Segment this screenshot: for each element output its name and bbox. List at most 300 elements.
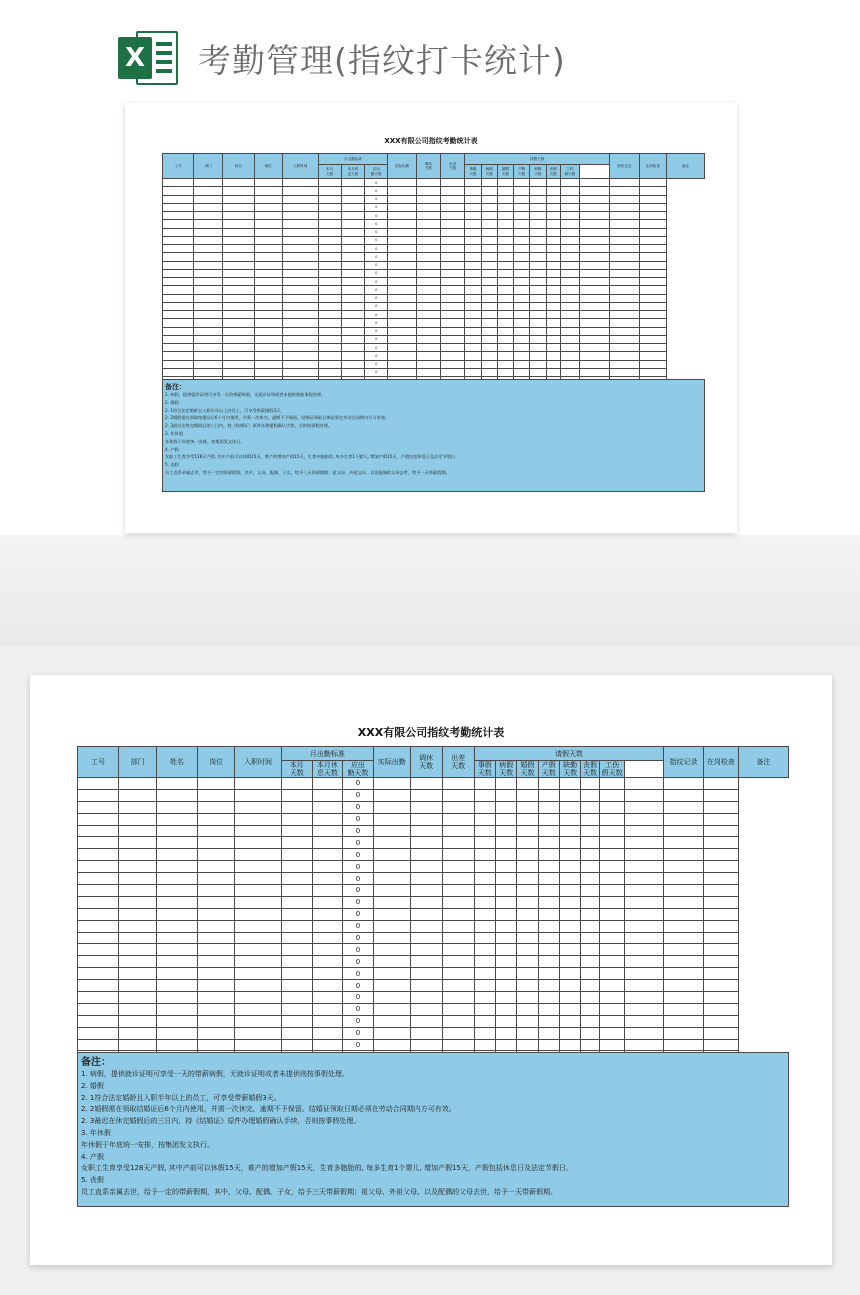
table-cell[interactable] [410,778,442,790]
table-cell[interactable] [156,920,197,932]
table-cell[interactable] [318,302,341,310]
table-cell[interactable] [388,294,416,302]
table-cell[interactable] [156,813,197,825]
due-days-cell[interactable]: 0 [365,302,388,310]
table-cell[interactable] [703,789,739,801]
table-cell[interactable] [312,980,343,992]
table-cell[interactable] [318,269,341,277]
table-cell[interactable] [312,801,343,813]
table-cell[interactable] [517,801,538,813]
table-cell[interactable] [609,212,639,220]
table-cell[interactable] [580,179,610,187]
table-cell[interactable] [517,873,538,885]
table-cell[interactable] [517,849,538,861]
table-cell[interactable] [625,944,664,956]
table-cell[interactable] [440,245,464,253]
table-cell[interactable] [495,825,516,837]
table-cell[interactable] [282,344,318,352]
table-cell[interactable] [282,920,313,932]
table-cell[interactable] [373,885,410,897]
table-cell[interactable] [559,1027,580,1039]
table-cell[interactable] [474,992,495,1004]
table-cell[interactable] [560,302,580,310]
table-cell[interactable] [440,228,464,236]
table-cell[interactable] [664,932,703,944]
table-cell[interactable] [156,873,197,885]
due-days-cell[interactable]: 0 [365,220,388,228]
table-cell[interactable] [198,968,235,980]
table-cell[interactable] [465,335,481,343]
table-cell[interactable] [223,269,254,277]
table-cell[interactable] [440,319,464,327]
table-cell[interactable] [481,360,497,368]
table-cell[interactable] [156,956,197,968]
table-cell[interactable] [416,327,440,335]
table-cell[interactable] [235,837,282,849]
table-cell[interactable] [235,825,282,837]
table-cell[interactable] [530,212,546,220]
table-cell[interactable] [78,849,119,861]
table-cell[interactable] [703,861,739,873]
table-cell[interactable] [312,908,343,920]
table-cell[interactable] [442,968,474,980]
table-cell[interactable] [318,360,341,368]
table-cell[interactable] [580,228,610,236]
table-cell[interactable] [639,236,666,244]
table-cell[interactable] [235,801,282,813]
table-cell[interactable] [530,179,546,187]
table-cell[interactable] [198,885,235,897]
table-cell[interactable] [514,195,530,203]
table-cell[interactable] [410,920,442,932]
table-cell[interactable] [703,920,739,932]
table-cell[interactable] [119,1015,157,1027]
table-cell[interactable] [530,269,546,277]
table-cell[interactable] [599,825,625,837]
table-cell[interactable] [625,932,664,944]
table-cell[interactable] [538,861,559,873]
table-cell[interactable] [538,968,559,980]
table-cell[interactable] [442,849,474,861]
table-cell[interactable] [410,849,442,861]
table-cell[interactable] [410,980,442,992]
table-cell[interactable] [78,920,119,932]
table-cell[interactable] [318,203,341,211]
table-cell[interactable] [78,932,119,944]
table-cell[interactable] [703,944,739,956]
table-cell[interactable] [497,311,513,319]
table-cell[interactable] [514,286,530,294]
table-cell[interactable] [514,228,530,236]
table-cell[interactable] [416,261,440,269]
table-cell[interactable] [156,944,197,956]
table-cell[interactable] [282,319,318,327]
table-cell[interactable] [198,1015,235,1027]
table-cell[interactable] [341,294,364,302]
table-cell[interactable] [373,968,410,980]
table-cell[interactable] [481,195,497,203]
table-cell[interactable] [581,992,599,1004]
table-cell[interactable] [235,1015,282,1027]
table-cell[interactable] [223,179,254,187]
table-cell[interactable] [156,849,197,861]
table-cell[interactable] [546,261,560,269]
table-cell[interactable] [560,187,580,195]
table-cell[interactable] [373,920,410,932]
table-cell[interactable] [163,302,194,310]
table-cell[interactable] [481,311,497,319]
table-cell[interactable] [254,228,282,236]
table-cell[interactable] [442,944,474,956]
table-cell[interactable] [282,311,318,319]
table-cell[interactable] [282,286,318,294]
table-cell[interactable] [530,278,546,286]
table-cell[interactable] [194,212,223,220]
table-cell[interactable] [546,335,560,343]
table-cell[interactable] [664,908,703,920]
table-cell[interactable] [373,837,410,849]
table-cell[interactable] [514,352,530,360]
table-cell[interactable] [254,368,282,376]
table-cell[interactable] [625,1027,664,1039]
table-cell[interactable] [514,220,530,228]
table-cell[interactable] [78,956,119,968]
table-cell[interactable] [530,220,546,228]
table-cell[interactable] [599,920,625,932]
table-cell[interactable] [639,212,666,220]
table-cell[interactable] [163,286,194,294]
table-cell[interactable] [341,203,364,211]
table-cell[interactable] [546,228,560,236]
table-cell[interactable] [581,789,599,801]
table-cell[interactable] [546,245,560,253]
table-cell[interactable] [514,311,530,319]
table-cell[interactable] [119,1027,157,1039]
table-cell[interactable] [481,368,497,376]
table-cell[interactable] [639,278,666,286]
table-cell[interactable] [703,837,739,849]
due-days-cell[interactable]: 0 [343,1027,374,1039]
table-cell[interactable] [341,352,364,360]
table-cell[interactable] [546,319,560,327]
table-cell[interactable] [373,873,410,885]
table-cell[interactable] [664,1003,703,1015]
table-cell[interactable] [235,778,282,790]
table-cell[interactable] [625,873,664,885]
table-cell[interactable] [254,187,282,195]
table-cell[interactable] [609,236,639,244]
table-cell[interactable] [514,319,530,327]
table-cell[interactable] [514,294,530,302]
table-cell[interactable] [497,220,513,228]
table-cell[interactable] [559,825,580,837]
table-cell[interactable] [560,286,580,294]
table-cell[interactable] [599,789,625,801]
table-cell[interactable] [599,896,625,908]
table-cell[interactable] [481,269,497,277]
table-cell[interactable] [465,327,481,335]
table-cell[interactable] [664,968,703,980]
table-cell[interactable] [481,187,497,195]
table-cell[interactable] [599,837,625,849]
due-days-cell[interactable]: 0 [365,228,388,236]
table-cell[interactable] [388,253,416,261]
table-cell[interactable] [546,311,560,319]
table-cell[interactable] [481,319,497,327]
table-cell[interactable] [664,849,703,861]
table-cell[interactable] [664,956,703,968]
table-cell[interactable] [599,778,625,790]
table-cell[interactable] [625,896,664,908]
table-cell[interactable] [194,311,223,319]
table-cell[interactable] [609,327,639,335]
table-cell[interactable] [530,319,546,327]
table-cell[interactable] [373,1015,410,1027]
table-cell[interactable] [440,286,464,294]
table-cell[interactable] [639,179,666,187]
table-cell[interactable] [282,368,318,376]
table-cell[interactable] [78,908,119,920]
table-cell[interactable] [639,360,666,368]
table-cell[interactable] [388,335,416,343]
table-cell[interactable] [474,849,495,861]
table-cell[interactable] [194,236,223,244]
table-cell[interactable] [163,203,194,211]
table-cell[interactable] [440,368,464,376]
table-cell[interactable] [282,825,313,837]
table-cell[interactable] [609,278,639,286]
table-cell[interactable] [599,849,625,861]
table-cell[interactable] [580,269,610,277]
table-cell[interactable] [481,344,497,352]
table-cell[interactable] [609,352,639,360]
table-cell[interactable] [254,319,282,327]
table-cell[interactable] [560,352,580,360]
table-cell[interactable] [373,778,410,790]
table-cell[interactable] [481,327,497,335]
table-cell[interactable] [388,311,416,319]
table-cell[interactable] [442,813,474,825]
table-cell[interactable] [530,360,546,368]
table-cell[interactable] [341,302,364,310]
table-cell[interactable] [163,220,194,228]
table-cell[interactable] [198,1027,235,1039]
table-cell[interactable] [560,368,580,376]
table-cell[interactable] [497,269,513,277]
table-cell[interactable] [119,968,157,980]
table-cell[interactable] [581,813,599,825]
table-cell[interactable] [481,228,497,236]
table-cell[interactable] [546,360,560,368]
table-cell[interactable] [416,335,440,343]
table-cell[interactable] [388,269,416,277]
table-cell[interactable] [442,1027,474,1039]
table-cell[interactable] [373,789,410,801]
table-cell[interactable] [559,980,580,992]
table-cell[interactable] [156,1027,197,1039]
table-cell[interactable] [514,245,530,253]
table-cell[interactable] [474,837,495,849]
table-cell[interactable] [474,1039,495,1051]
due-days-cell[interactable]: 0 [365,327,388,335]
table-cell[interactable] [388,319,416,327]
table-cell[interactable] [341,220,364,228]
table-cell[interactable] [546,269,560,277]
due-days-cell[interactable]: 0 [365,352,388,360]
table-cell[interactable] [560,327,580,335]
table-cell[interactable] [119,778,157,790]
table-cell[interactable] [440,294,464,302]
table-cell[interactable] [282,179,318,187]
table-cell[interactable] [410,932,442,944]
table-cell[interactable] [546,253,560,261]
table-cell[interactable] [703,873,739,885]
table-cell[interactable] [235,992,282,1004]
table-cell[interactable] [514,335,530,343]
table-cell[interactable] [664,1039,703,1051]
table-cell[interactable] [223,261,254,269]
table-cell[interactable] [609,368,639,376]
table-cell[interactable] [465,179,481,187]
table-cell[interactable] [581,1027,599,1039]
table-cell[interactable] [481,302,497,310]
table-cell[interactable] [703,801,739,813]
table-cell[interactable] [163,327,194,335]
table-cell[interactable] [495,837,516,849]
table-cell[interactable] [194,319,223,327]
table-cell[interactable] [282,778,313,790]
table-cell[interactable] [318,187,341,195]
table-cell[interactable] [442,873,474,885]
table-cell[interactable] [410,1003,442,1015]
table-cell[interactable] [497,261,513,269]
table-cell[interactable] [442,932,474,944]
table-cell[interactable] [599,932,625,944]
table-cell[interactable] [639,187,666,195]
table-cell[interactable] [481,220,497,228]
table-cell[interactable] [388,212,416,220]
table-cell[interactable] [318,236,341,244]
table-cell[interactable] [625,813,664,825]
table-cell[interactable] [254,344,282,352]
table-cell[interactable] [119,932,157,944]
table-cell[interactable] [388,203,416,211]
table-cell[interactable] [235,980,282,992]
table-cell[interactable] [625,920,664,932]
table-cell[interactable] [580,319,610,327]
table-cell[interactable] [546,344,560,352]
due-days-cell[interactable]: 0 [365,236,388,244]
due-days-cell[interactable]: 0 [365,253,388,261]
table-cell[interactable] [580,368,610,376]
table-cell[interactable] [495,789,516,801]
table-cell[interactable] [514,203,530,211]
table-cell[interactable] [530,311,546,319]
table-cell[interactable] [639,203,666,211]
table-cell[interactable] [581,801,599,813]
table-cell[interactable] [235,956,282,968]
table-cell[interactable] [282,885,313,897]
table-cell[interactable] [119,920,157,932]
table-cell[interactable] [639,352,666,360]
table-cell[interactable] [664,1015,703,1027]
table-cell[interactable] [388,368,416,376]
table-cell[interactable] [163,278,194,286]
table-cell[interactable] [560,344,580,352]
table-cell[interactable] [194,302,223,310]
table-cell[interactable] [416,368,440,376]
table-cell[interactable] [581,885,599,897]
table-cell[interactable] [465,368,481,376]
due-days-cell[interactable]: 0 [343,896,374,908]
table-cell[interactable] [198,896,235,908]
table-cell[interactable] [318,228,341,236]
table-cell[interactable] [198,956,235,968]
table-cell[interactable] [538,932,559,944]
table-cell[interactable] [514,179,530,187]
table-cell[interactable] [580,195,610,203]
table-cell[interactable] [664,861,703,873]
table-cell[interactable] [78,778,119,790]
table-cell[interactable] [318,368,341,376]
table-cell[interactable] [609,203,639,211]
table-cell[interactable] [474,956,495,968]
table-cell[interactable] [560,278,580,286]
due-days-cell[interactable]: 0 [343,1039,374,1051]
table-cell[interactable] [580,335,610,343]
table-cell[interactable] [580,220,610,228]
table-cell[interactable] [388,179,416,187]
table-cell[interactable] [580,203,610,211]
table-cell[interactable] [465,261,481,269]
table-cell[interactable] [341,195,364,203]
table-cell[interactable] [198,1003,235,1015]
table-cell[interactable] [581,980,599,992]
table-cell[interactable] [198,980,235,992]
table-cell[interactable] [254,245,282,253]
table-cell[interactable] [465,236,481,244]
table-cell[interactable] [78,1015,119,1027]
table-cell[interactable] [560,236,580,244]
table-cell[interactable] [639,335,666,343]
table-cell[interactable] [416,352,440,360]
table-cell[interactable] [560,228,580,236]
table-cell[interactable] [416,319,440,327]
table-cell[interactable] [318,212,341,220]
table-cell[interactable] [474,813,495,825]
table-cell[interactable] [530,294,546,302]
table-cell[interactable] [254,220,282,228]
table-cell[interactable] [373,992,410,1004]
table-cell[interactable] [282,992,313,1004]
table-cell[interactable] [440,344,464,352]
table-cell[interactable] [559,908,580,920]
due-days-cell[interactable]: 0 [343,968,374,980]
table-cell[interactable] [465,220,481,228]
due-days-cell[interactable]: 0 [343,873,374,885]
table-cell[interactable] [440,278,464,286]
table-cell[interactable] [194,269,223,277]
table-cell[interactable] [514,327,530,335]
table-cell[interactable] [254,302,282,310]
table-cell[interactable] [559,873,580,885]
table-cell[interactable] [514,360,530,368]
due-days-cell[interactable]: 0 [365,286,388,294]
table-cell[interactable] [497,286,513,294]
table-cell[interactable] [312,861,343,873]
table-cell[interactable] [497,253,513,261]
table-cell[interactable] [474,801,495,813]
